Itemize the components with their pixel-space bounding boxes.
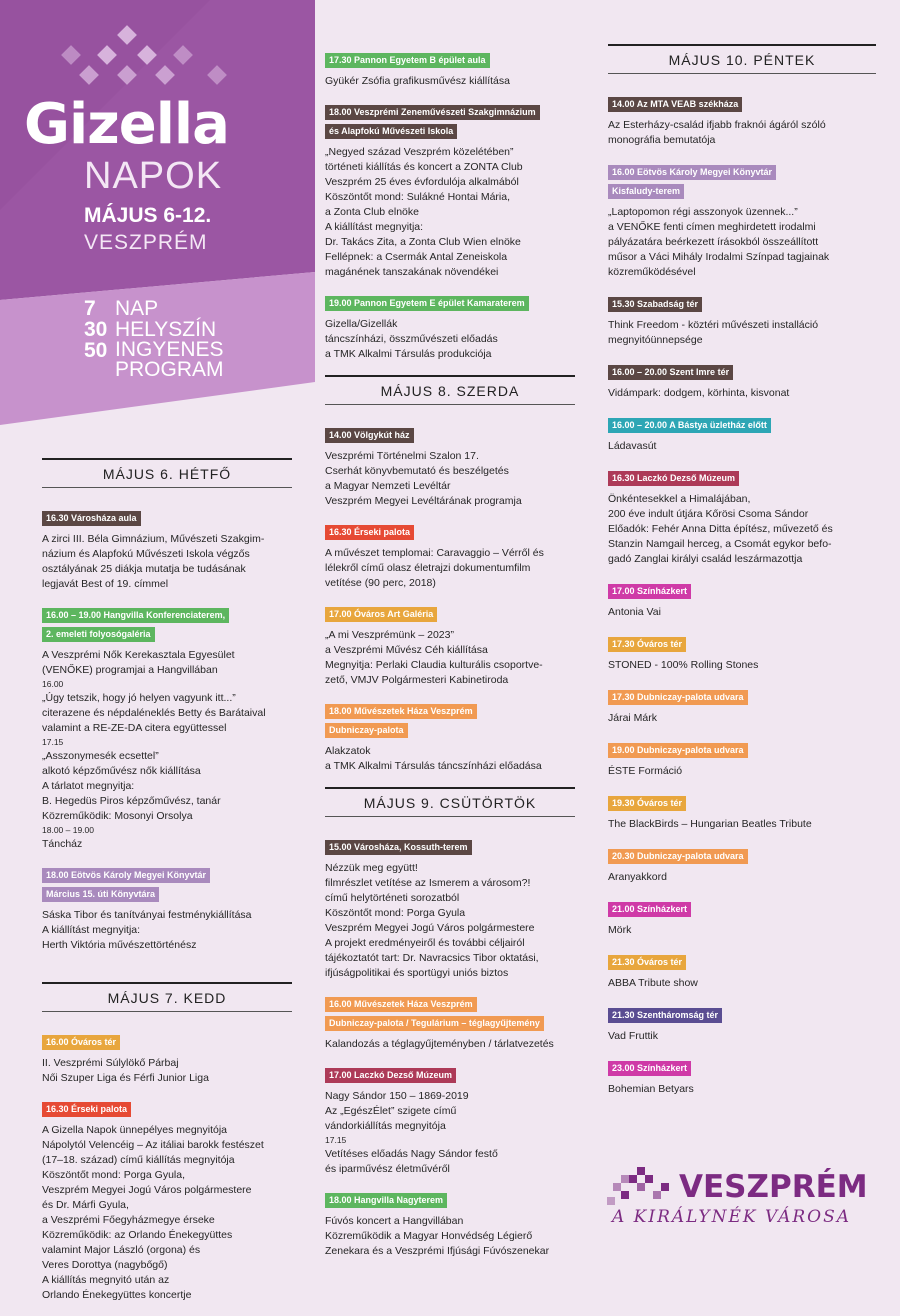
event-item (608, 362, 876, 401)
event-item (325, 102, 575, 280)
event-description (42, 648, 292, 852)
stats-list (84, 298, 224, 380)
event-description-line: a Veszprémi Művész Céh kiállítása (325, 644, 488, 656)
event-description-line: Vetítéses előadás Nagy Sándor festő (325, 1148, 498, 1160)
column-right (608, 44, 876, 1111)
event-tag: 14.00 Az MTA VEAB székháza (608, 97, 742, 112)
event-description-line: Cserhát könyvbemutató és beszélgetés (325, 465, 509, 477)
event-description-line: a TMK Alkalmi Társulás produkciója (325, 348, 492, 360)
event-description (608, 870, 876, 885)
event-description (608, 492, 876, 567)
event-description-line: II. Veszprémi Súlylökő Párbaj (42, 1057, 179, 1069)
event-description-line: Megnyitja: Perlaki Claudia kulturális csoportve- (325, 659, 543, 671)
event-description-line: közreműködésével (608, 266, 696, 278)
event-item (325, 701, 575, 774)
event-description-line: táncszínházi, összművészeti előadás (325, 333, 498, 345)
event-description-line: Előadók: Fehér Anna Ditta építész, művezető és (608, 523, 833, 535)
event-item (325, 425, 575, 509)
event-item (325, 994, 575, 1052)
event-description (325, 449, 575, 509)
event-description-line: alkotó képzőművész nők kiállítása (42, 765, 201, 777)
event-description (608, 817, 876, 832)
event-description-line: 17.15 (325, 1135, 347, 1145)
event-description-line: Önkéntesekkel a Himalájában, (608, 493, 751, 505)
event-description (608, 205, 876, 280)
event-description (608, 118, 876, 148)
event-description-line: Veres Dorottya (nagybőgő) (42, 1259, 168, 1271)
event-description (608, 1029, 876, 1044)
event-description-line: 17.15 (42, 737, 64, 747)
event-description (42, 1056, 292, 1086)
event-tag: 16.00 Óváros tér (42, 1035, 120, 1050)
event-item (42, 1032, 292, 1086)
event-description-line: Alakzatok (325, 745, 371, 757)
stat-days (84, 298, 224, 319)
event-time-venue (608, 294, 876, 313)
event-description-line: a Zonta Club elnöke (325, 206, 419, 218)
event-tag: 23.00 Színházkert (608, 1061, 691, 1076)
event-time-venue (325, 1065, 575, 1084)
event-description (42, 908, 292, 953)
event-description-line: (VENŐKE) programjai a Hangvillában (42, 664, 218, 676)
event-description-line: filmrészlet vetítése az Ismerem a városom?! (325, 877, 531, 889)
event-description (608, 711, 876, 726)
day-heading: MÁJUS 7. KEDD (42, 982, 292, 1012)
checker-icon (607, 1167, 677, 1207)
event-description-line: B. Hegedüs Piros képzőművész, tanár (42, 795, 221, 807)
event-description-line: „Laptopomon régi asszonyok üzennek...” (608, 206, 798, 218)
event-time-venue (608, 94, 876, 113)
event-description-line: Ládavasút (608, 440, 657, 452)
stat-venues (84, 319, 224, 340)
event-description-line: Fúvós koncert a Hangvillában (325, 1215, 464, 1227)
event-description-line: Dr. Takács Zita, a Zonta Club Wien elnöke (325, 236, 521, 248)
event-description-line: zető, VMJV Polgármesteri Kabinetiroda (325, 674, 509, 686)
event-time-venue (325, 522, 575, 541)
event-tag: 16.30 Érseki palota (325, 525, 414, 540)
event-item (608, 634, 876, 673)
event-tag: 14.00 Völgykút ház (325, 428, 414, 443)
event-description-line: Közreműködik a Magyar Honvédség Légierő (325, 1230, 533, 1242)
event-description-line: Táncház (42, 838, 83, 850)
event-description (608, 923, 876, 938)
event-description (325, 628, 575, 688)
event-description-line: a VENŐKE fenti címen meghirdetett irodalmi (608, 221, 816, 233)
stat-number: 30 (84, 318, 108, 341)
event-item (608, 415, 876, 454)
event-description-line: Az „EgészÉlet” szigete című (325, 1105, 457, 1117)
event-description-line: műsor a Váci Mihály Irodalmi Színpad tagjainak (608, 251, 830, 263)
event-description (608, 439, 876, 454)
event-tag: 21.30 Szentháromság tér (608, 1008, 722, 1023)
event-description-line: STONED - 100% Rolling Stones (608, 659, 759, 671)
event-time-venue (608, 468, 876, 487)
event-tag: 21.00 Színházkert (608, 902, 691, 917)
event-tag: 16.00 Eötvös Károly Megyei Könyvtár (608, 165, 776, 180)
event-time-venue (608, 362, 876, 381)
event-description-line: ABBA Tribute show (608, 977, 698, 989)
event-tag: 15.00 Városháza, Kossuth-terem (325, 840, 472, 855)
event-tag: Március 15. úti Könyvtára (42, 887, 159, 902)
event-time-venue (608, 162, 876, 200)
event-description-line: citerazene és népdaléneklés Betty és Barátaival (42, 707, 266, 719)
event-description-line: monográfia bemutatója (608, 134, 716, 146)
event-description-line: Női Szuper Liga és Férfi Junior Liga (42, 1072, 209, 1084)
event-description-line: A zirci III. Béla Gimnázium, Művészeti Szakgim- (42, 533, 265, 545)
event-tag: 2. emeleti folyosógaléria (42, 627, 155, 642)
event-time-venue (42, 1032, 292, 1051)
event-description-line: Zenekara és a Veszprémi Ifjúsági Fúvószenekar (325, 1245, 550, 1257)
event-description (325, 317, 575, 362)
stat-programs (84, 340, 224, 380)
event-description (325, 1214, 575, 1259)
event-time-venue (325, 701, 575, 739)
event-description (325, 1089, 575, 1177)
event-description-line: magánének tanszakának növendékei (325, 266, 499, 278)
event-tag: Dubniczay-palota / Tegulárium – téglagyűjtemény (325, 1016, 544, 1031)
event-description-line: Köszöntőt mond: Porga Gyula, (42, 1169, 185, 1181)
event-item (608, 1058, 876, 1097)
event-description (608, 605, 876, 620)
event-description-line: A kiállítást megnyitja: (42, 924, 141, 936)
event-item (325, 604, 575, 688)
event-time-venue (42, 865, 292, 903)
event-description-line: A Veszprémi Nők Kerekasztala Egyesület (42, 649, 235, 661)
event-item (42, 605, 292, 852)
event-description-line: megnyitóünnepsége (608, 334, 703, 346)
event-description-line: valamint Major László (orgona) és (42, 1244, 201, 1256)
event-description-line: Stanzin Namgail herceg, a Csomát egykor befo- (608, 538, 832, 550)
event-description-line: 200 éve indult útjára Kőrösi Csoma Sándor (608, 508, 809, 520)
event-item (42, 1099, 292, 1303)
event-description-line: tájékoztatót tart: Dr. Navracsics Tibor oktatási, (325, 952, 539, 964)
column-left (42, 458, 292, 1316)
event-description-line: (17–18. század) című kiállítás megnyitója (42, 1154, 235, 1166)
event-tag: 15.30 Szabadság tér (608, 297, 702, 312)
event-item (608, 468, 876, 567)
event-item (325, 50, 575, 89)
event-time-venue (608, 740, 876, 759)
event-description-line: a TMK Alkalmi Társulás táncszínházi előadása (325, 760, 542, 772)
event-description-line: Közreműködik: Mosonyi Orsolya (42, 810, 193, 822)
event-description-line: Gizella/Gizellák (325, 318, 398, 330)
event-tag: 16.00 Művészetek Háza Veszprém (325, 997, 477, 1012)
stat-label: NAP (115, 297, 159, 320)
event-time-venue (325, 837, 575, 856)
event-description-line: Antonia Vai (608, 606, 661, 618)
event-tag: 17.00 Színházkert (608, 584, 691, 599)
event-tag: 17.30 Óváros tér (608, 637, 686, 652)
event-tag: 16.00 – 20.00 A Bástya üzletház előtt (608, 418, 771, 433)
event-tag: Dubniczay-palota (325, 723, 408, 738)
event-item (608, 1005, 876, 1044)
event-description-line: pályázatára beérkezett írásokból összeállított (608, 236, 819, 248)
event-description-line: The BlackBirds – Hungarian Beatles Tribute (608, 818, 812, 830)
event-description-line: 18.00 – 19.00 (42, 825, 94, 835)
logo-title: VESZPRÉM (679, 1169, 868, 1205)
event-description-line: Veszprém 25 éves évfordulója alkalmából (325, 176, 519, 188)
event-tag: 19.30 Óváros tér (608, 796, 686, 811)
event-description-line: vetítése (90 perc, 2018) (325, 577, 436, 589)
event-tag: 16.30 Érseki palota (42, 1102, 131, 1117)
event-time-venue (42, 508, 292, 527)
event-tag: 17.30 Dubniczay-palota udvara (608, 690, 748, 705)
day-heading: MÁJUS 9. CSÜTÖRTÖK (325, 787, 575, 817)
event-description-line: Herth Viktória művészettörténész (42, 939, 197, 951)
event-description-line: osztályának 25 diákja mutatja be tudásának (42, 563, 246, 575)
stat-label: HELYSZÍN (115, 318, 217, 341)
event-description (325, 1037, 575, 1052)
event-description-line: Gyükér Zsófia grafikusművész kiállítása (325, 75, 510, 87)
event-tag: 19.00 Pannon Egyetem E épület Kamaraterem (325, 296, 529, 311)
event-tag: 18.00 Veszprémi Zeneművészeti Szakgimnázium (325, 105, 540, 120)
event-time-venue (325, 293, 575, 312)
event-time-venue (608, 634, 876, 653)
event-description-line: A kiállítást megnyitja: (325, 221, 424, 233)
event-description (325, 145, 575, 280)
event-description-line: a Veszprémi Főegyházmegye érseke (42, 1214, 215, 1226)
event-description-line: gadó Zanglai királyi család leszármazottja (608, 553, 803, 565)
event-time-venue (42, 605, 292, 643)
event-time-venue (325, 425, 575, 444)
event-time-venue (608, 581, 876, 600)
event-tag: 19.00 Dubniczay-palota udvara (608, 743, 748, 758)
event-description-line: ifjúságpolitikai és sportügyi uniós biztos (325, 967, 509, 979)
event-item (608, 687, 876, 726)
event-item (608, 793, 876, 832)
event-time-venue (608, 846, 876, 865)
event-description-line: Nápolytól Velencéig – Az itáliai barokk festészet (42, 1139, 264, 1151)
day-heading: MÁJUS 10. PÉNTEK (608, 44, 876, 74)
event-tag: 16.30 Laczkó Dezső Múzeum (608, 471, 739, 486)
event-description-line: A művészet templomai: Caravaggio – Vérről és (325, 547, 544, 559)
event-description-line: Veszprém Megyei Jogú Város polgármestere (42, 1184, 252, 1196)
event-tag: 18.00 Eötvös Károly Megyei Könyvtár (42, 868, 210, 883)
event-description-line: Think Freedom - köztéri művészeti installáció (608, 319, 819, 331)
event-description (608, 1082, 876, 1097)
event-description-line: Orlando Énekegyüttes koncertje (42, 1289, 192, 1301)
day-heading: MÁJUS 8. SZERDA (325, 375, 575, 405)
event-time-venue (608, 415, 876, 434)
event-description (608, 976, 876, 991)
event-item (42, 865, 292, 953)
event-description-line: „Negyed század Veszprém közelétében” (325, 146, 514, 158)
event-time-venue (608, 793, 876, 812)
event-description-line: Nagy Sándor 150 – 1869-2019 (325, 1090, 469, 1102)
event-time-venue (325, 1190, 575, 1209)
event-description (325, 546, 575, 591)
event-item (325, 522, 575, 591)
event-description-line: legjavát Best of 19. címmel (42, 578, 169, 590)
event-item (608, 294, 876, 348)
event-description-line: „Úgy tetszik, hogy jó helyen vagyunk itt...” (42, 692, 236, 704)
event-description-line: Járai Márk (608, 712, 658, 724)
event-description-line: Köszöntőt mond: Porga Gyula (325, 907, 466, 919)
event-description-line: és Dr. Márfi Gyula, (42, 1199, 129, 1211)
event-description-line: a Magyar Nemzeti Levéltár (325, 480, 451, 492)
stat-number: 7 (84, 297, 96, 320)
festival-city: VESZPRÉM (84, 231, 208, 254)
event-tag: Kisfaludy-terem (608, 184, 684, 199)
stat-label: INGYENES PROGRAM (115, 338, 224, 381)
event-description-line: názium és Alapfokú Művészeti Iskola végzős (42, 548, 250, 560)
event-time-venue (325, 102, 575, 140)
event-description-line: Köszöntőt mond: Sulákné Hontai Mária, (325, 191, 511, 203)
event-description (325, 744, 575, 774)
event-time-venue (42, 1099, 292, 1118)
logo-subtitle: A KIRÁLYNÉK VÁROSA (612, 1207, 852, 1227)
event-tag: 18.00 Hangvilla Nagyterem (325, 1193, 447, 1208)
event-description (608, 764, 876, 779)
event-description-line: Kalandozás a téglagyűjteményben / tárlatvezetés (325, 1038, 554, 1050)
event-description (325, 74, 575, 89)
event-description (42, 1123, 292, 1303)
event-description-line: Mörk (608, 924, 632, 936)
event-tag: 17.00 Laczkó Dezső Múzeum (325, 1068, 456, 1083)
event-description-line: A kiállítás megnyitó után az (42, 1274, 170, 1286)
event-description-line: Sáska Tibor és tanítványai festménykiállítása (42, 909, 252, 921)
event-description-line: lélekről című olasz életrajzi dokumentumfilm (325, 562, 531, 574)
event-description-line: A tárlatot megnyitja: (42, 780, 135, 792)
event-description (608, 386, 876, 401)
event-time-venue (325, 50, 575, 69)
event-tag: 17.00 Óváros Art Galéria (325, 607, 437, 622)
event-time-venue (325, 604, 575, 623)
event-description-line: vándorkiállítás megnyitója (325, 1120, 446, 1132)
event-item (325, 1065, 575, 1177)
spacer (42, 966, 292, 982)
event-description-line: történeti kiállítás és koncert a ZONTA Club (325, 161, 523, 173)
event-item (608, 581, 876, 620)
event-description-line: 16.00 (42, 679, 64, 689)
event-description-line: Bohemian Betyars (608, 1083, 694, 1095)
event-description-line: Közreműködik: az Orlando Énekegyüttes (42, 1229, 233, 1241)
day-heading: MÁJUS 6. HÉTFŐ (42, 458, 292, 488)
event-item (325, 1190, 575, 1259)
event-description-line: című helytörténeti sorozatból (325, 892, 460, 904)
event-description (608, 658, 876, 673)
event-description-line: Veszprém Megyei Levéltárának programja (325, 495, 522, 507)
event-time-venue (608, 1005, 876, 1024)
event-description-line: ÉSTE Formáció (608, 765, 683, 777)
event-description-line: Veszprém Megyei Jogú Város polgármestere (325, 922, 535, 934)
event-description-line: Veszprémi Történelmi Szalon 17. (325, 450, 479, 462)
event-tag: 16.00 – 19.00 Hangvilla Konferenciaterem, (42, 608, 229, 623)
event-item (608, 846, 876, 885)
event-item (608, 952, 876, 991)
event-time-venue (608, 687, 876, 706)
stat-number: 50 (84, 339, 108, 362)
event-item (608, 94, 876, 148)
event-description (608, 318, 876, 348)
event-item (325, 837, 575, 981)
event-description-line: Nézzük meg együtt! (325, 862, 418, 874)
event-item (608, 899, 876, 938)
veszprem-logo (607, 1165, 877, 1235)
event-tag: 21.30 Óváros tér (608, 955, 686, 970)
event-description-line: Az Esterházy-család ifjabb fraknói ágáról szóló (608, 119, 826, 131)
event-time-venue (608, 899, 876, 918)
event-description-line: és iparművész életművéről (325, 1163, 450, 1175)
event-time-venue (608, 1058, 876, 1077)
event-tag: 20.30 Dubniczay-palota udvara (608, 849, 748, 864)
event-time-venue (325, 994, 575, 1032)
event-tag: és Alapfokú Művészeti Iskola (325, 124, 457, 139)
event-item (42, 508, 292, 592)
event-item (325, 293, 575, 362)
event-description (42, 532, 292, 592)
event-tag: 16.00 – 20.00 Szent Imre tér (608, 365, 733, 380)
event-tag: 18.00 Művészetek Háza Veszprém (325, 704, 477, 719)
event-item (608, 740, 876, 779)
event-description-line: „Asszonymesék ecsettel” (42, 750, 159, 762)
event-description-line: „A mi Veszprémünk – 2023” (325, 629, 454, 641)
event-description-line: Vidámpark: dodgem, körhinta, kisvonat (608, 387, 790, 399)
event-tag: 17.30 Pannon Egyetem B épület aula (325, 53, 490, 68)
event-description (325, 861, 575, 981)
festival-subtitle: NAPOK (84, 155, 223, 197)
event-description-line: A Gizella Napok ünnepélyes megnyitója (42, 1124, 228, 1136)
event-description-line: Vad Fruttik (608, 1030, 658, 1042)
festival-dates: MÁJUS 6-12. (84, 204, 212, 227)
event-item (608, 162, 876, 280)
event-tag: 16.30 Városháza aula (42, 511, 141, 526)
event-time-venue (608, 952, 876, 971)
event-description-line: Aranyakkord (608, 871, 667, 883)
event-description-line: Fellépnek: a Csermák Antal Zeneiskola (325, 251, 508, 263)
festival-title: Gizella (24, 92, 229, 157)
event-description-line: valamint a RE-ZE-DA citera együttessel (42, 722, 227, 734)
event-description-line: A projekt eredményeiről és további céljairól (325, 937, 525, 949)
column-middle (325, 50, 575, 1272)
